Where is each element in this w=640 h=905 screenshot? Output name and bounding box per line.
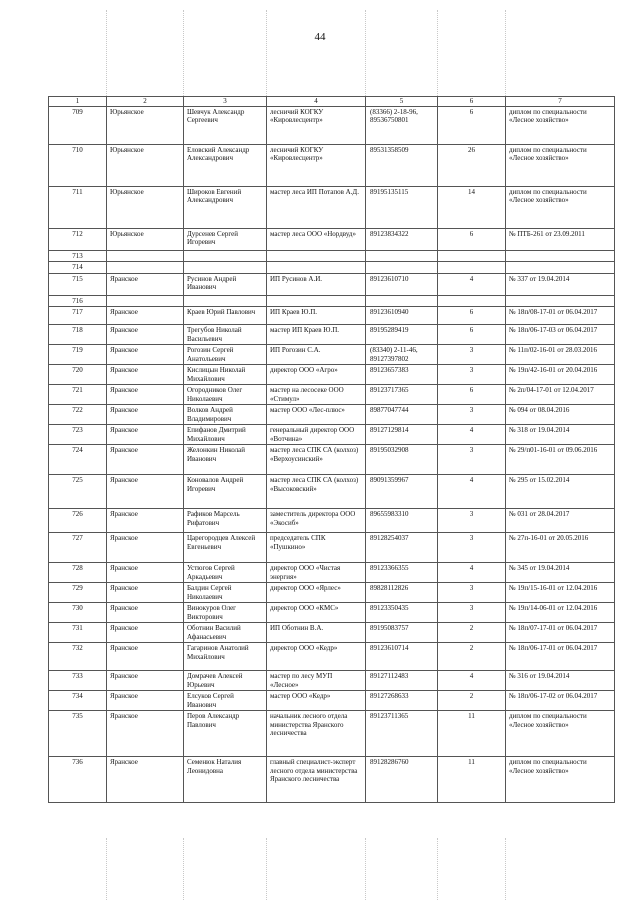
phone-cell: 89123610940 — [366, 307, 438, 325]
experience-cell: 4 — [438, 273, 506, 295]
column-guide — [183, 10, 184, 96]
person-name-cell: Устюгов Сергей Аркадьевич — [184, 563, 267, 583]
position-cell: мастер леса СПК СА (колхоз) «Высоковский» — [267, 475, 366, 509]
district-cell: Юрьянское — [107, 144, 184, 186]
person-name-cell: Царегородцев Алексей Евгеньевич — [184, 533, 267, 563]
experience-cell: 11 — [438, 711, 506, 757]
registry-table — [48, 96, 615, 803]
row-number-cell: 727 — [49, 533, 107, 563]
district-cell: Яранское — [107, 509, 184, 533]
experience-cell — [438, 262, 506, 274]
row-number-cell: 726 — [49, 509, 107, 533]
column-guide — [437, 10, 438, 96]
row-number-cell: 722 — [49, 405, 107, 425]
header-cell: 2 — [107, 97, 184, 107]
row-number-cell: 718 — [49, 325, 107, 345]
person-name-cell: Перов Александр Павлович — [184, 711, 267, 757]
document-cell: № 18п/08-17-01 от 06.04.2017 — [506, 307, 615, 325]
document-cell: № 318 от 19.04.2014 — [506, 425, 615, 445]
header-cell: 7 — [506, 97, 615, 107]
position-cell: ИП Оботнин В.А. — [267, 623, 366, 643]
phone-cell: 89655983310 — [366, 509, 438, 533]
experience-cell: 6 — [438, 106, 506, 144]
district-cell: Юрьянское — [107, 228, 184, 250]
phone-cell: 89123610710 — [366, 273, 438, 295]
person-name-cell: Рафиков Марсель Рифатович — [184, 509, 267, 533]
position-cell: лесничий КОГКУ «Кировлесцентр» — [267, 144, 366, 186]
person-name-cell: Огородников Олег Николаевич — [184, 385, 267, 405]
row-number-cell: 734 — [49, 691, 107, 711]
district-cell: Яранское — [107, 533, 184, 563]
position-cell: начальник лесного отдела министерства Яранского лесничества — [267, 711, 366, 757]
position-cell: мастер по лесу МУП «Лесное» — [267, 671, 366, 691]
header-cell: 3 — [184, 97, 267, 107]
phone-cell: 89127129814 — [366, 425, 438, 445]
position-cell: директор ООО «Агро» — [267, 365, 366, 385]
position-cell: генеральный директор ООО «Вотчина» — [267, 425, 366, 445]
person-name-cell: Широков Евгений Александрович — [184, 186, 267, 228]
phone-cell: 89195135115 — [366, 186, 438, 228]
table-row — [49, 757, 615, 803]
person-name-cell: Винокуров Олег Викторович — [184, 603, 267, 623]
document-cell: № 19п/15-16-01 от 12.04.2016 — [506, 583, 615, 603]
district-cell: Яранское — [107, 583, 184, 603]
row-number-cell: 725 — [49, 475, 107, 509]
row-number-cell: 729 — [49, 583, 107, 603]
row-number-cell: 728 — [49, 563, 107, 583]
row-number-cell: 720 — [49, 365, 107, 385]
table-row — [49, 603, 615, 623]
registry-body — [49, 106, 615, 803]
row-number-cell: 710 — [49, 144, 107, 186]
document-cell: диплом по специальности «Лесное хозяйство» — [506, 757, 615, 803]
experience-cell: 26 — [438, 144, 506, 186]
position-cell — [267, 295, 366, 307]
table-row — [49, 623, 615, 643]
phone-cell: 89123610714 — [366, 643, 438, 671]
table-row — [49, 365, 615, 385]
person-name-cell: Русинов Андрей Иванович — [184, 273, 267, 295]
district-cell: Юрьянское — [107, 186, 184, 228]
table-row — [49, 445, 615, 475]
table-row — [49, 475, 615, 509]
table-row — [49, 425, 615, 445]
document-cell — [506, 295, 615, 307]
district-cell: Яранское — [107, 307, 184, 325]
row-number-cell: 716 — [49, 295, 107, 307]
document-cell: № 2п/04-17-01 от 12.04.2017 — [506, 385, 615, 405]
person-name-cell: Елсуков Сергей Иванович — [184, 691, 267, 711]
table-row — [49, 711, 615, 757]
table-row — [49, 691, 615, 711]
experience-cell: 4 — [438, 425, 506, 445]
district-cell: Яранское — [107, 623, 184, 643]
row-number-cell: 733 — [49, 671, 107, 691]
table-row — [49, 345, 615, 365]
phone-cell: 89877047744 — [366, 405, 438, 425]
district-cell: Яранское — [107, 445, 184, 475]
experience-cell: 3 — [438, 365, 506, 385]
phone-cell: 89127112483 — [366, 671, 438, 691]
table-row — [49, 273, 615, 295]
district-cell: Яранское — [107, 757, 184, 803]
phone-cell — [366, 250, 438, 262]
position-cell: директор ООО «Кедр» — [267, 643, 366, 671]
person-name-cell: Дурсенев Сергей Игоревич — [184, 228, 267, 250]
position-cell — [267, 250, 366, 262]
experience-cell: 3 — [438, 603, 506, 623]
table-row — [49, 250, 615, 262]
table-row — [49, 106, 615, 144]
position-cell: главный специалист-эксперт лесного отдела министерства Яранского лесничества — [267, 757, 366, 803]
person-name-cell: Балдин Сергей Николаевич — [184, 583, 267, 603]
district-cell: Яранское — [107, 273, 184, 295]
person-name-cell: Семенюк Наталия Леонидовна — [184, 757, 267, 803]
position-cell: председатель СПК «Пушкино» — [267, 533, 366, 563]
row-number-cell: 724 — [49, 445, 107, 475]
row-number-cell: 712 — [49, 228, 107, 250]
position-cell: мастер ИП Краев Ю.П. — [267, 325, 366, 345]
experience-cell: 14 — [438, 186, 506, 228]
person-name-cell — [184, 295, 267, 307]
table-row — [49, 186, 615, 228]
table-row — [49, 228, 615, 250]
district-cell: Яранское — [107, 365, 184, 385]
row-number-cell: 730 — [49, 603, 107, 623]
row-number-cell: 715 — [49, 273, 107, 295]
phone-cell — [366, 262, 438, 274]
column-guide — [106, 10, 107, 96]
experience-cell: 6 — [438, 325, 506, 345]
row-number-cell: 736 — [49, 757, 107, 803]
document-cell — [506, 250, 615, 262]
person-name-cell: Епифанов Дмитрий Михайлович — [184, 425, 267, 445]
table-row — [49, 295, 615, 307]
row-number-cell: 709 — [49, 106, 107, 144]
document-cell: № 18п/07-17-01 от 06.04.2017 — [506, 623, 615, 643]
district-cell: Яранское — [107, 603, 184, 623]
experience-cell: 3 — [438, 533, 506, 563]
position-cell: директор ООО «Ярлес» — [267, 583, 366, 603]
document-cell: № 316 от 19.04.2014 — [506, 671, 615, 691]
document-cell: диплом по специальности «Лесное хозяйство» — [506, 144, 615, 186]
row-number-cell: 735 — [49, 711, 107, 757]
row-number-cell: 711 — [49, 186, 107, 228]
phone-cell: 89123834322 — [366, 228, 438, 250]
document-cell: № 11п/02-16-01 от 28.03.2016 — [506, 345, 615, 365]
district-cell: Яранское — [107, 643, 184, 671]
person-name-cell: Коновалов Андрей Игоревич — [184, 475, 267, 509]
experience-cell — [438, 250, 506, 262]
column-guide — [183, 838, 184, 900]
experience-cell: 6 — [438, 385, 506, 405]
experience-cell — [438, 295, 506, 307]
district-cell: Яранское — [107, 405, 184, 425]
phone-cell: 89195289419 — [366, 325, 438, 345]
position-cell: ИП Рогозин С.А. — [267, 345, 366, 365]
table-row — [49, 563, 615, 583]
phone-cell: 89128286760 — [366, 757, 438, 803]
column-guide — [505, 10, 506, 96]
phone-cell: 89128254037 — [366, 533, 438, 563]
district-cell: Яранское — [107, 385, 184, 405]
position-cell: заместитель директора ООО «Экосиб» — [267, 509, 366, 533]
experience-cell: 2 — [438, 623, 506, 643]
column-guide — [437, 838, 438, 900]
page-number: 44 — [314, 31, 326, 43]
phone-cell: 89123350435 — [366, 603, 438, 623]
position-cell — [267, 262, 366, 274]
district-cell: Яранское — [107, 345, 184, 365]
table-row — [49, 583, 615, 603]
column-guide — [266, 10, 267, 96]
document-cell: № 337 от 19.04.2014 — [506, 273, 615, 295]
person-name-cell: Волков Андрей Владимирович — [184, 405, 267, 425]
row-number-cell: 717 — [49, 307, 107, 325]
district-cell: Яранское — [107, 563, 184, 583]
table-row — [49, 643, 615, 671]
phone-cell: 89091359967 — [366, 475, 438, 509]
column-guide — [106, 838, 107, 900]
document-cell: № ПТБ-261 от 23.09.2011 — [506, 228, 615, 250]
document-cell: № 094 от 08.04.2016 — [506, 405, 615, 425]
table-row — [49, 671, 615, 691]
experience-cell: 6 — [438, 228, 506, 250]
position-cell: директор ООО «КМС» — [267, 603, 366, 623]
row-number-cell: 721 — [49, 385, 107, 405]
phone-cell: 89195032908 — [366, 445, 438, 475]
document-cell: № 27п-16-01 от 20.05.2016 — [506, 533, 615, 563]
phone-cell: 89123717365 — [366, 385, 438, 405]
district-cell: Юрьянское — [107, 106, 184, 144]
table-row — [49, 325, 615, 345]
position-cell: ИП Русинов А.И. — [267, 273, 366, 295]
phone-cell: 89828112826 — [366, 583, 438, 603]
experience-cell: 4 — [438, 475, 506, 509]
row-number-cell: 723 — [49, 425, 107, 445]
person-name-cell: Еловский Александр Александрович — [184, 144, 267, 186]
table-row — [49, 533, 615, 563]
district-cell: Яранское — [107, 325, 184, 345]
experience-cell: 2 — [438, 643, 506, 671]
phone-cell: (83340) 2-11-46, 89127397802 — [366, 345, 438, 365]
document-cell: диплом по специальности «Лесное хозяйство» — [506, 711, 615, 757]
document-cell: № 18п/06-17-01 от 06.04.2017 — [506, 643, 615, 671]
document-cell — [506, 262, 615, 274]
document-cell: № 29/п01-16-01 от 09.06.2016 — [506, 445, 615, 475]
position-cell: мастер леса ИП Потапов А.Д. — [267, 186, 366, 228]
experience-cell: 3 — [438, 345, 506, 365]
table-row — [49, 405, 615, 425]
document-cell: № 19п/14-06-01 от 12.04.2016 — [506, 603, 615, 623]
row-number-cell: 714 — [49, 262, 107, 274]
table-row — [49, 307, 615, 325]
column-guide — [505, 838, 506, 900]
position-cell: мастер леса СПК СА (колхоз) «Верхоусинский» — [267, 445, 366, 475]
district-cell: Яранское — [107, 425, 184, 445]
phone-cell: 89123657383 — [366, 365, 438, 385]
row-number-cell: 719 — [49, 345, 107, 365]
person-name-cell: Шевчук Александр Сергеевич — [184, 106, 267, 144]
row-number-cell: 731 — [49, 623, 107, 643]
position-cell: мастер леса ООО «Нордвуд» — [267, 228, 366, 250]
header-cell: 1 — [49, 97, 107, 107]
experience-cell: 3 — [438, 583, 506, 603]
document-cell: № 18п/06-17-03 от 06.04.2017 — [506, 325, 615, 345]
phone-cell: 89123366355 — [366, 563, 438, 583]
person-name-cell: Краев Юрий Павлович — [184, 307, 267, 325]
experience-cell: 3 — [438, 445, 506, 475]
header-cell: 4 — [267, 97, 366, 107]
phone-cell — [366, 295, 438, 307]
document-cell: № 18п/06-17-02 от 06.04.2017 — [506, 691, 615, 711]
header-cell: 6 — [438, 97, 506, 107]
district-cell: Яранское — [107, 711, 184, 757]
person-name-cell: Оботнин Василий Афанасьевич — [184, 623, 267, 643]
experience-cell: 11 — [438, 757, 506, 803]
person-name-cell — [184, 262, 267, 274]
experience-cell: 4 — [438, 563, 506, 583]
person-name-cell: Гагаринов Анатолий Михайлович — [184, 643, 267, 671]
header-row — [49, 97, 615, 107]
column-guide — [365, 838, 366, 900]
header-cell: 5 — [366, 97, 438, 107]
phone-cell: 89195083757 — [366, 623, 438, 643]
column-guide — [365, 10, 366, 96]
document-cell: № 345 от 19.04.2014 — [506, 563, 615, 583]
column-guide — [266, 838, 267, 900]
position-cell: мастер ООО «Кедр» — [267, 691, 366, 711]
district-cell — [107, 250, 184, 262]
district-cell: Яранское — [107, 671, 184, 691]
position-cell: лесничий КОГКУ «Кировлесцентр» — [267, 106, 366, 144]
district-cell — [107, 295, 184, 307]
experience-cell: 2 — [438, 691, 506, 711]
person-name-cell: Желонкин Николай Иванович — [184, 445, 267, 475]
person-name-cell: Кислицын Николай Михайлович — [184, 365, 267, 385]
person-name-cell: Трегубов Николай Васильевич — [184, 325, 267, 345]
position-cell: ИП Краев Ю.П. — [267, 307, 366, 325]
experience-cell: 3 — [438, 509, 506, 533]
district-cell: Яранское — [107, 475, 184, 509]
phone-cell: 89127268633 — [366, 691, 438, 711]
document-cell: диплом по специальности «Лесное хозяйство» — [506, 186, 615, 228]
experience-cell: 4 — [438, 671, 506, 691]
row-number-cell: 732 — [49, 643, 107, 671]
phone-cell: (83366) 2-18-96, 89536750801 — [366, 106, 438, 144]
table-row — [49, 262, 615, 274]
table-row — [49, 144, 615, 186]
document-cell: диплом по специальности «Лесное хозяйство» — [506, 106, 615, 144]
document-cell: № 295 от 15.02.2014 — [506, 475, 615, 509]
phone-cell: 89531358509 — [366, 144, 438, 186]
position-cell: мастер на лесосеке ООО «Стимул» — [267, 385, 366, 405]
person-name-cell: Рогозин Сергей Анатольевич — [184, 345, 267, 365]
experience-cell: 3 — [438, 405, 506, 425]
person-name-cell — [184, 250, 267, 262]
position-cell: директор ООО «Чистая энергия» — [267, 563, 366, 583]
position-cell: мастер ООО «Лес-плюс» — [267, 405, 366, 425]
row-number-cell: 713 — [49, 250, 107, 262]
table-row — [49, 385, 615, 405]
experience-cell: 6 — [438, 307, 506, 325]
district-cell — [107, 262, 184, 274]
person-name-cell: Домрачев Алексей Юрьевич — [184, 671, 267, 691]
district-cell: Яранское — [107, 691, 184, 711]
document-cell: № 19п/42-16-01 от 20.04.2016 — [506, 365, 615, 385]
phone-cell: 89123711365 — [366, 711, 438, 757]
document-cell: № 031 от 28.04.2017 — [506, 509, 615, 533]
table-row — [49, 509, 615, 533]
